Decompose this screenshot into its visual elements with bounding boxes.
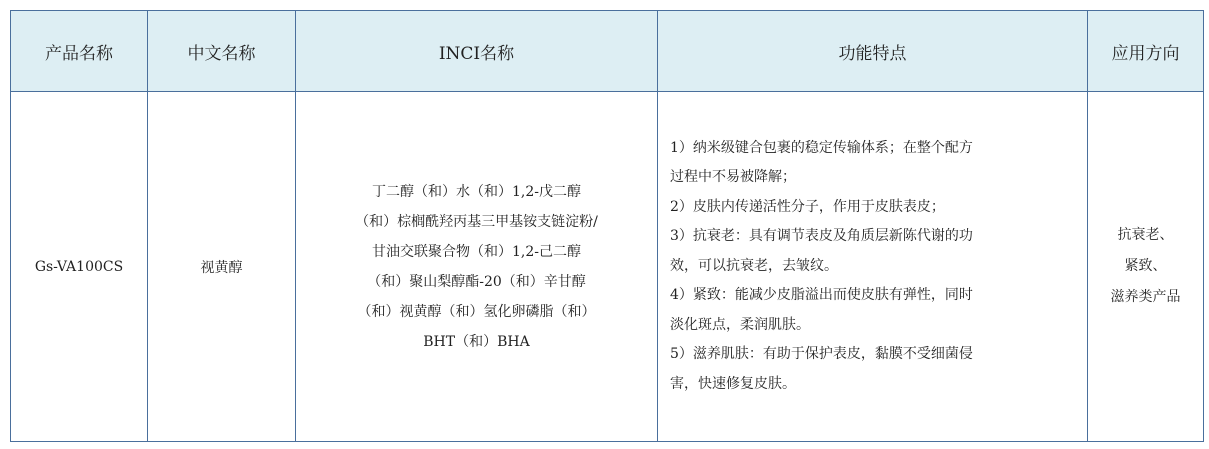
product-name-cell: Gs-VA100CS — [11, 92, 148, 442]
header-inci-name: INCI名称 — [296, 11, 658, 92]
feature-line: 3）抗衰老：具有调节表皮及角质层新陈代谢的功 — [670, 228, 973, 245]
feature-line: 4）紧致：能减少皮脂溢出而使皮肤有弹性，同时 — [670, 287, 973, 304]
application-line: 抗衰老、 — [1117, 227, 1174, 243]
application-line: 滋养类产品 — [1110, 289, 1181, 305]
inci-name-cell — [296, 92, 658, 442]
header-features: 功能特点 — [658, 11, 1088, 92]
inci-line: （和）棕榈酰羟丙基三甲基铵支链淀粉/ — [355, 213, 598, 230]
inci-line: BHT（和）BHA — [423, 333, 530, 350]
header-application: 应用方向 — [1088, 11, 1204, 92]
inci-line: （和）视黄醇（和）氢化卵磷脂（和） — [357, 303, 596, 320]
table-row — [11, 92, 1204, 442]
feature-line: 淡化斑点，柔润肌肤。 — [670, 316, 810, 333]
feature-line: 2）皮肤内传递活性分子，作用于皮肤表皮； — [670, 198, 945, 215]
features-cell — [658, 92, 1088, 442]
header-product-name: 产品名称 — [11, 11, 148, 92]
header-row — [11, 11, 1204, 92]
feature-line: 过程中不易被降解； — [670, 169, 796, 186]
inci-line: 丁二醇（和）水（和）1,2-戊二醇 — [372, 183, 581, 200]
product-table — [10, 10, 1204, 442]
application-line: 紧致、 — [1124, 258, 1167, 274]
application-cell — [1088, 92, 1204, 442]
chinese-name-cell: 视黄醇 — [148, 92, 296, 442]
inci-line: 甘油交联聚合物（和）1,2-己二醇 — [372, 243, 581, 260]
feature-line: 效，可以抗衰老，去皱纹。 — [670, 257, 838, 274]
feature-line: 害，快速修复皮肤。 — [670, 375, 796, 392]
header-chinese-name: 中文名称 — [148, 11, 296, 92]
inci-line: （和）聚山梨醇酯-20（和）辛甘醇 — [367, 273, 586, 290]
feature-line: 1）纳米级键合包裹的稳定传输体系；在整个配方 — [670, 139, 973, 156]
feature-line: 5）滋养肌肤：有助于保护表皮，黏膜不受细菌侵 — [670, 346, 973, 363]
